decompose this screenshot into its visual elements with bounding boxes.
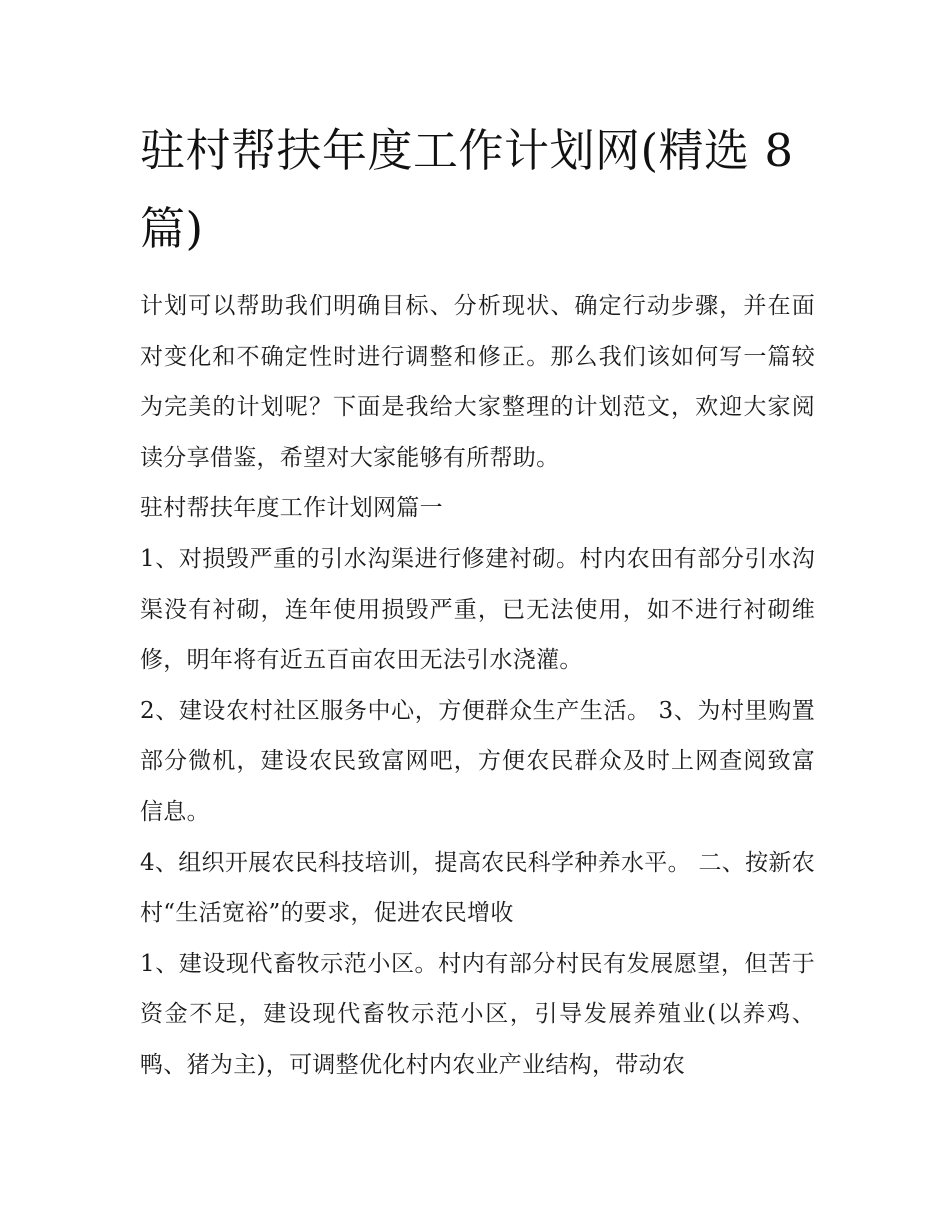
body-paragraph-3: 4、组织开展农民科技培训，提高农民科学种养水平。 二、按新农村“生活宽裕”的要求，促进农民增收	[140, 849, 815, 927]
document-title: 驻村帮扶年度工作计划网(精选 8 篇)	[140, 124, 794, 255]
document-body	[140, 112, 815, 1091]
body-paragraph-1: 1、对损毁严重的引水沟渠进行修建衬砌。村内农田有部分引水沟渠没有衬砌，连年使用损毁严重，已无法使用，如不进行衬砌维修，明年将有近五百亩农田无法引水浇灌。	[140, 545, 815, 674]
intro-paragraph: 计划可以帮助我们明确目标、分析现状、确定行动步骤，并在面对变化和不确定性时进行调整和修正。那么我们该如何写一篇较为完美的计划呢？下面是我给大家整理的计划范文，欢迎大家阅读分享借鉴，希望对大家能够有所帮助。	[140, 293, 815, 471]
body-paragraph-2: 2、建设农村社区服务中心，方便群众生产生活。 3、为村里购置部分微机，建设农民致富网吧，方便农民群众及时上网查阅致富信息。	[140, 697, 815, 825]
body-paragraph-4: 1、建设现代畜牧示范小区。村内有部分村民有发展愿望，但苦于资金不足，建设现代畜牧示范小区，引导发展养殖业(以养鸡、鸭、猪为主)，可调整优化村内农业产业结构，带动农	[140, 950, 815, 1078]
section-heading: 驻村帮扶年度工作计划网篇一	[140, 495, 443, 522]
